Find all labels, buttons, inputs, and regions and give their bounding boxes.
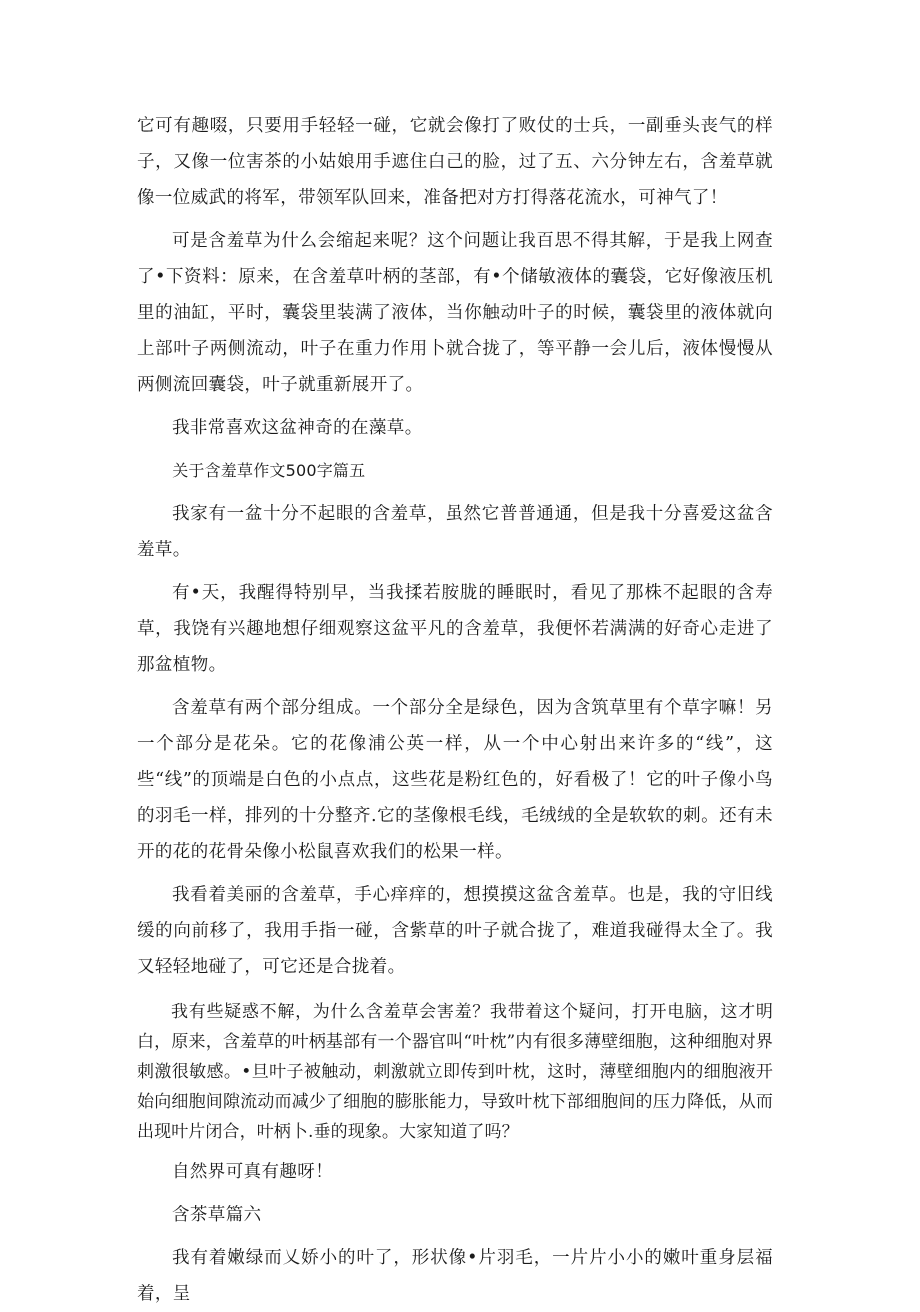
document-page <box>137 108 773 1312</box>
paragraph-3: 我非常喜欢这盆神奇的在藻草。 <box>172 418 423 438</box>
paragraph-2: 可是含羞草为什么会缩起来呢？这个问题让我百思不得其解，于是我上网查了•下资料：原来，在含羞草叶柄的茎部，有•个储敏液体的囊袋，它好像液压机里的油缸，平时，囊袋里装满了液体，当你触动叶子的时候，囊袋里的液体就向上部叶子两侧流动，叶子在重力作用卜就合拢了，等平静一会儿后，液体慢慢从两侧流回囊袋，叶子就重新展开了。 <box>137 231 773 395</box>
paragraph-5: 有•天，我醒得特别早，当我揉若胺胧的睡眠时，看见了那株不起眼的含寿草，我饶有兴趣地想仔细观察这盆平凡的含羞草，我便怀若满满的好奇心走进了那盆植物。 <box>137 583 773 675</box>
section-heading-6: 含茶草篇六 <box>172 1205 262 1225</box>
paragraph-9: 自然界可真有趣呀！ <box>172 1162 334 1182</box>
section-heading-5: 关于含羞草作文500字篇五 <box>172 461 366 480</box>
paragraph-6: 含羞草有两个部分组成。一个部分全是绿色，因为含筑草里有个草字嘛！另一个部分是花朵。它的花像浦公英一样，从一个中心射出来许多的“线”，这些“线”的顶端是白色的小点点，这些花是粉红色的，好看极了！它的叶子像小鸟的羽毛一样，排列的十分整齐.它的茎像根毛线，毛绒绒的全是软软的刺。还有未开的花的花骨朵像小松鼠喜欢我们的松果一样。 <box>137 698 773 862</box>
paragraph-10: 我有着嫩绿而乂娇小的叶了，形状像•片羽毛，一片片小小的嫩叶重身层福着，呈 <box>137 1248 773 1304</box>
paragraph-4: 我家有一盆十分不起眼的含羞草，虽然它普普通通，但是我十分喜爱这盆含羞草。 <box>137 504 773 560</box>
paragraph-8: 我有些疑惑不解，为什么含羞草会害羞？我带着这个疑问，打开电脑，这才明白，原来，含羞草的叶柄基部有一个器官叫“叶枕”内有很多薄壁细胞，这种细胞对界刺激很敏感。•旦叶子被触动，刺激就立即传到叶枕，这时，薄壁细胞内的细胞液开始向细胞间隙流动而减少了细胞的膨胀能力，导致叶枕下部细胞间的压力降低，从而出现叶片闭合，叶柄卜.垂的现象。大家知道了吗？ <box>137 1002 773 1142</box>
paragraph-7: 我看着美丽的含羞草，手心痒痒的，想摸摸这盆含羞草。也是，我的守旧线缓的向前移了，我用手指一碰，含紫草的叶子就合拢了，难道我碰得太全了。我又轻轻地碰了，可它还是合拢着。 <box>137 885 773 977</box>
paragraph-1: 它可有趣啜，只要用手轻轻一碰，它就会像打了败仗的士兵，一副垂头丧气的样子，又像一位害茶的小姑娘用手遮住白己的脸，过了五、六分钟左右，含羞草就像一位威武的将军，带领军队回来，准备把对方打得落花流水，可神气了！ <box>137 116 773 208</box>
